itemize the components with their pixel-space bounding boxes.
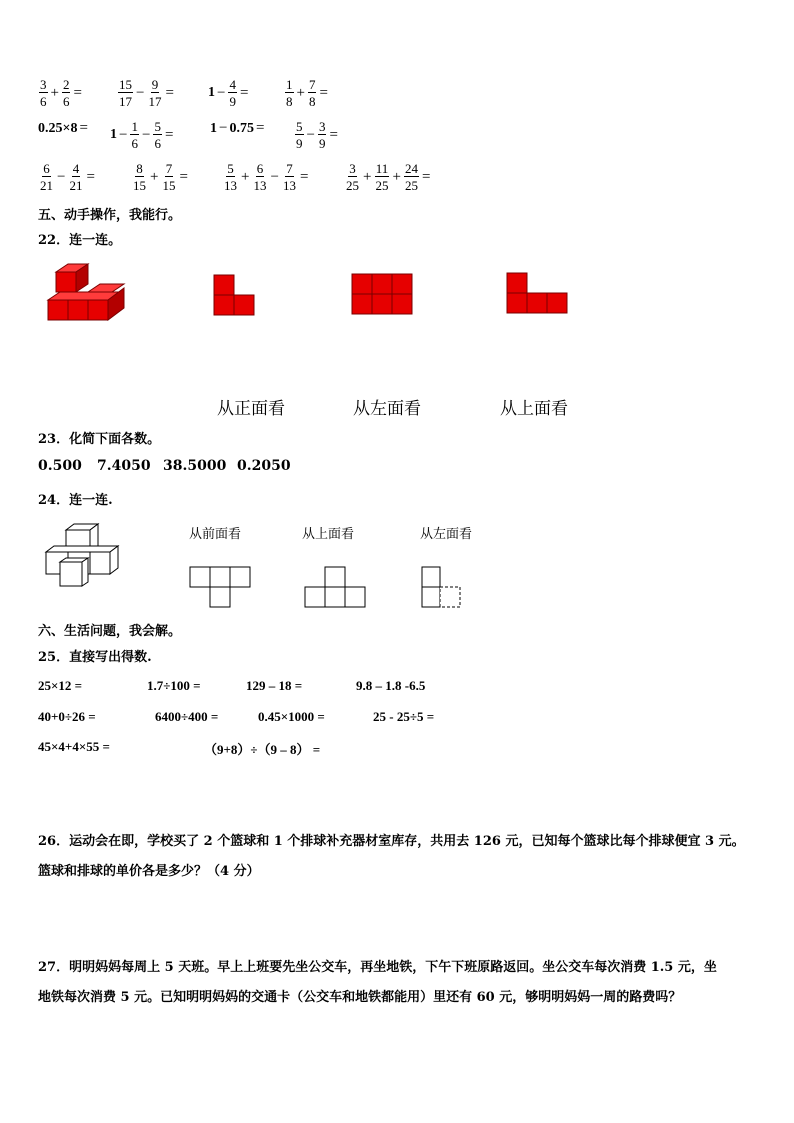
operator: + <box>296 84 305 101</box>
operator: − <box>141 126 151 143</box>
q26-text <box>38 827 778 887</box>
numerator: 11 <box>375 161 389 176</box>
operator: + <box>50 84 59 101</box>
operator: + <box>241 168 250 185</box>
operator: − <box>57 168 66 185</box>
fraction <box>318 120 327 150</box>
operator: = <box>164 126 174 143</box>
operator: + <box>150 168 159 185</box>
q27-line-2: 地铁每次消费 5 元。已知明明妈妈的交通卡（公交车和地铁都能用）里还有 60 元，够明明妈妈一周的路费吗？ <box>38 990 682 1005</box>
numerator: 4 <box>72 161 80 176</box>
denominator: 25 <box>375 178 389 193</box>
denominator: 9 <box>296 136 303 151</box>
q25-item: 129 – 18 = <box>246 678 303 693</box>
numerator: 8 <box>136 161 143 176</box>
numerator: 5 <box>227 161 234 176</box>
fraction <box>147 78 162 108</box>
q25-item: （9+8）÷（9 – 8） = <box>204 742 321 757</box>
denominator: 13 <box>224 178 237 193</box>
denominator: 8 <box>308 94 316 109</box>
q25-item: 25×12 = <box>38 678 83 693</box>
q22-view-a <box>214 275 254 315</box>
numerator: 1 <box>131 119 138 134</box>
q22-title: 22．连一连。 <box>38 233 122 248</box>
q25-title: 25．直接写出得数. <box>38 650 152 665</box>
fraction <box>295 120 304 150</box>
fraction <box>345 162 360 192</box>
operator: = <box>319 84 328 101</box>
numerator: 5 <box>154 119 161 134</box>
numerator: 3 <box>40 77 47 92</box>
q22-view-c <box>507 273 567 313</box>
fraction-exercise <box>38 162 97 192</box>
fraction-exercise <box>131 162 190 192</box>
q22-3d-solid <box>48 264 124 320</box>
denominator: 13 <box>282 178 296 193</box>
operator: = <box>165 84 174 101</box>
denominator: 17 <box>148 94 162 109</box>
q22-figures <box>40 258 600 328</box>
fraction <box>130 120 139 150</box>
q23-number: 0.2050 <box>237 458 291 474</box>
denominator: 6 <box>154 136 161 151</box>
q23-number: 0.500 <box>38 458 82 474</box>
q24-view-left <box>422 567 460 607</box>
numerator: 24 <box>404 161 418 176</box>
denominator: 6 <box>40 94 47 109</box>
operator: = <box>299 168 309 185</box>
q25-item: 40+0÷26 = <box>38 709 96 724</box>
fraction-exercise <box>110 120 175 150</box>
denominator: 8 <box>286 94 293 109</box>
denominator: 25 <box>346 178 359 193</box>
numerator: 1 <box>286 77 293 92</box>
numerator: 9 <box>151 77 159 92</box>
fraction <box>308 78 317 108</box>
q24-view-top <box>305 567 365 607</box>
term: 0.25×8 <box>38 120 78 136</box>
numerator: 2 <box>62 77 70 92</box>
numerator: 6 <box>43 161 50 176</box>
numerator: 4 <box>229 77 236 92</box>
denominator: 25 <box>404 178 418 193</box>
q25-item: 9.8 – 1.8 -6.5 <box>356 678 426 693</box>
operator: − <box>219 120 228 136</box>
denominator: 13 <box>253 178 267 193</box>
q25-item: 25 - 25÷5 = <box>373 709 435 724</box>
q24-view-label-left: 从左面看 <box>420 527 473 542</box>
q23-number: 7.4050 <box>97 458 151 474</box>
operator: − <box>217 84 226 101</box>
q22-view-label-top: 从上面看 <box>500 399 568 419</box>
q25-item: 6400÷400 = <box>155 709 219 724</box>
fraction <box>161 162 176 192</box>
operator: − <box>270 168 279 185</box>
term: 1 <box>110 127 117 142</box>
fraction-exercise <box>117 78 176 108</box>
fraction-exercise <box>210 120 266 137</box>
fraction <box>282 162 297 192</box>
operator: = <box>73 84 82 101</box>
denominator: 15 <box>162 178 176 193</box>
denominator: 6 <box>131 136 138 151</box>
q26-line-1: 26．运动会在即，学校买了 2 个篮球和 1 个排球补充器材室库存，共用去 126 元，已知每个篮球比每个排球便宜 3 元。 <box>38 834 745 849</box>
fraction <box>223 162 238 192</box>
q22-view-b <box>352 274 412 314</box>
operator: = <box>86 168 95 185</box>
operator: − <box>119 126 128 143</box>
q24-view-label-front: 从前面看 <box>189 527 242 542</box>
denominator: 17 <box>119 94 132 109</box>
denominator: 9 <box>318 136 326 151</box>
fraction <box>228 78 237 108</box>
q26-line-2: 篮球和排球的单价各是多少？（4 分） <box>38 864 260 879</box>
numerator: 7 <box>286 161 293 176</box>
q25-item: 45×4+4×55 = <box>38 739 110 754</box>
denominator: 21 <box>69 178 83 193</box>
numerator: 3 <box>349 161 356 176</box>
denominator: 9 <box>229 94 236 109</box>
q23-number: 38.5000 <box>163 458 227 474</box>
q27-line-1: 27．明明妈妈每周上 5 天班。早上上班要先坐公交车，再坐地铁，下午下班原路返回。坐公交车每次消费 1.5 元，坐 <box>38 960 717 975</box>
operator: + <box>363 168 372 185</box>
numerator: 5 <box>296 119 303 134</box>
fraction <box>404 162 419 192</box>
fraction-exercise <box>208 78 250 108</box>
q22-view-label-front: 从正面看 <box>217 399 285 419</box>
numerator: 6 <box>256 161 264 176</box>
denominator: 15 <box>133 178 146 193</box>
q24-title: 24．连一连. <box>38 493 113 508</box>
section-5-heading: 五、动手操作，我能行。 <box>38 208 182 223</box>
operator: = <box>239 84 249 101</box>
fraction <box>153 120 162 150</box>
operator: = <box>255 120 265 136</box>
denominator: 6 <box>62 94 70 109</box>
term: 1 <box>208 85 215 100</box>
fraction-exercise <box>38 120 90 137</box>
fraction-exercise <box>344 162 432 192</box>
operator: = <box>329 126 338 143</box>
q24-figures <box>40 520 480 612</box>
q25-item: 0.45×1000 = <box>258 709 325 724</box>
q24-view-front <box>190 567 250 607</box>
fraction-exercise <box>294 120 340 150</box>
denominator: 21 <box>40 178 53 193</box>
operator: − <box>306 126 315 143</box>
fraction-exercise <box>38 78 84 108</box>
fraction <box>118 78 133 108</box>
numerator: 7 <box>308 77 316 92</box>
q22-view-label-left: 从左面看 <box>353 399 421 419</box>
fraction-exercise <box>222 162 310 192</box>
fraction <box>252 162 267 192</box>
numerator: 3 <box>318 119 326 134</box>
operator: = <box>179 168 188 185</box>
term: 0.75 <box>229 120 254 136</box>
operator: + <box>392 168 401 185</box>
fraction <box>62 78 71 108</box>
q27-text <box>38 953 778 1013</box>
operator: = <box>79 120 88 136</box>
numerator: 7 <box>165 161 173 176</box>
fraction <box>39 162 54 192</box>
q23-title: 23．化简下面各数。 <box>38 432 161 447</box>
q24-view-label-top: 从上面看 <box>302 527 355 542</box>
fraction <box>374 162 389 192</box>
section-6-heading: 六、生活问题，我会解。 <box>38 624 182 639</box>
q25-item: 1.7÷100 = <box>147 678 201 693</box>
fraction <box>132 162 147 192</box>
operator: = <box>421 168 431 185</box>
numerator: 15 <box>119 77 132 92</box>
fraction-exercise <box>284 78 330 108</box>
term: 1 <box>210 120 217 136</box>
fraction <box>285 78 294 108</box>
q24-3d-solid <box>46 524 118 586</box>
operator: − <box>136 84 145 101</box>
fraction <box>68 162 83 192</box>
fraction <box>39 78 48 108</box>
